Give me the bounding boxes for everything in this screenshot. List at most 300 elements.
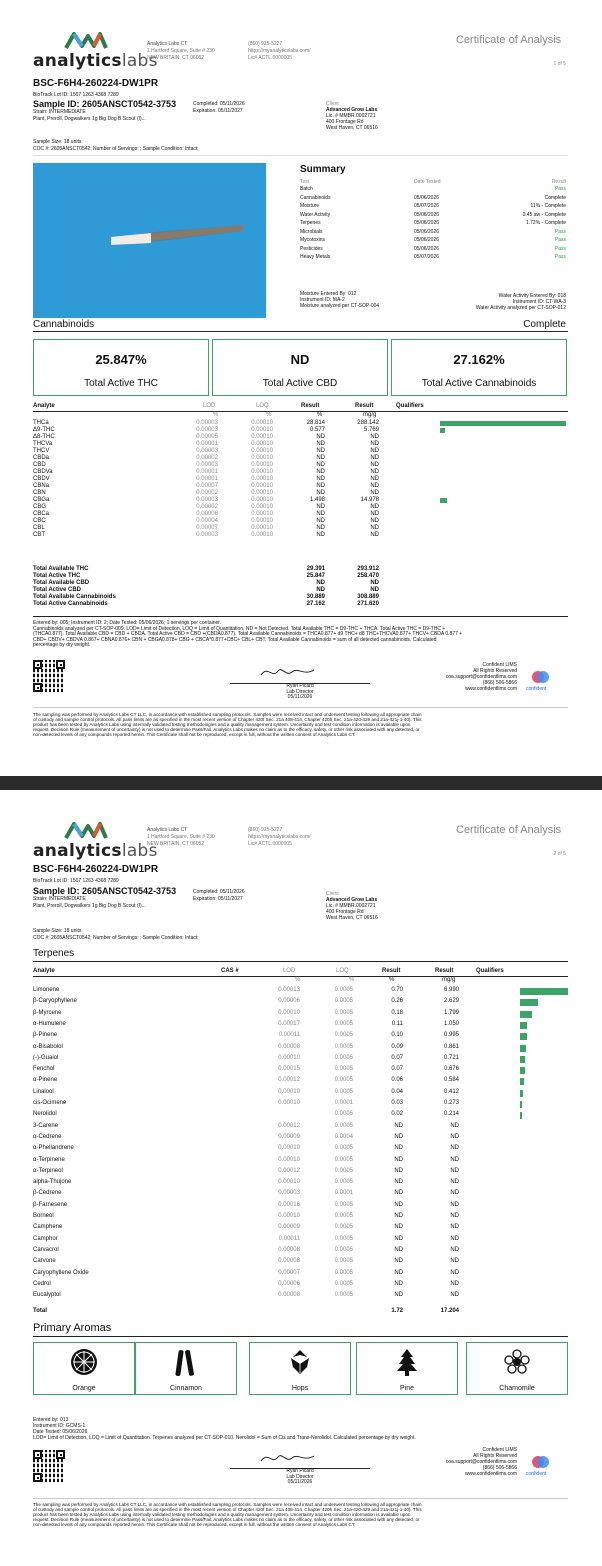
box-value: 27.162% (453, 352, 505, 367)
expiration-date: Expiration: 05/11/2027 (193, 108, 243, 114)
total-percent: 29.391 (306, 566, 325, 572)
result-mgg: ND (370, 511, 379, 517)
box-label: Total Active Cannabinoids (421, 378, 537, 389)
result-percent: ND (394, 1167, 403, 1174)
loq-value: 0.0005 (334, 1066, 353, 1073)
note-line: Cannabinoids analyzed per CT-SOP-009. LOD= Limit of Detection, LOQ = Limit of Quantitation, ND = Not Detected. Total Available THC = D9-THC + THCA. Total Active THC = D9-THC + (33, 625, 446, 632)
result-mgg: ND (370, 504, 379, 510)
analyte-name: CBCa (33, 511, 50, 517)
analyte-name: CBDV (33, 476, 50, 482)
result-mgg: 0.412 (443, 1088, 459, 1095)
table-row (33, 1168, 568, 1175)
result-mgg: ND (450, 1201, 459, 1208)
result-mgg: 0.676 (443, 1066, 459, 1073)
totals-row (33, 587, 568, 594)
result-percent: 1.498 (309, 497, 325, 503)
loq-value: 0.0001 (334, 1190, 353, 1197)
total-name: Total Active THC (33, 573, 81, 579)
summary-date: 05/06/2026 (414, 194, 440, 201)
loq-value: 0.00010 (251, 455, 273, 461)
lod-value: 0.00002 (196, 455, 218, 461)
bsc-id: BSC-F6H4-260224-DW1PR (33, 864, 159, 875)
analyte-name: THCVa (33, 441, 53, 447)
analyte-name: (-)-Guaiol (33, 1054, 59, 1061)
analyte-name: CBDVa (33, 469, 53, 475)
note-line: The sampling was performed by Analytics Labs CT LLC, in accordance with established sampling protocols. Samples were received intact and underwent testing following all appropriate chain (33, 1502, 422, 1507)
table-row (33, 483, 568, 490)
summary-test: Mycotoxins (300, 237, 326, 243)
biotrack-id: BioTrack Lot ID: 1507 1263 4368 7289 (33, 92, 119, 98)
table-row (33, 1270, 568, 1277)
analyte-name: β-Farnesene (33, 1201, 68, 1208)
lod-value: 0.00003 (196, 462, 218, 468)
aroma-label: Cinnamon (170, 1385, 202, 1392)
lod-value: 0.00003 (278, 1190, 300, 1197)
table-row (33, 1021, 568, 1028)
analyte-name: cis-Ocimene (33, 1100, 67, 1106)
loq-value: 0.00010 (251, 511, 273, 517)
lod-value: 0.00008 (278, 1292, 300, 1299)
total-percent: ND (316, 587, 325, 593)
table-row (33, 441, 568, 448)
note-line: The sampling was performed by Analytics Labs CT LLC, in accordance with established sampling protocols. Samples were received intact and underwent testing following all appropriate chain (33, 712, 422, 717)
note-line: non-detected levels of any compounds reported herein. This Certificate shall not be reproduced, except in full, without the written consent of Analytics Labs CT. (33, 732, 356, 737)
lod-value: 0.00010 (278, 1100, 300, 1106)
loq-value: 0.0005 (334, 1009, 353, 1016)
summary-result: Pass (554, 254, 566, 260)
table-row (33, 1224, 568, 1231)
result-mgg: ND (450, 1167, 459, 1174)
table-row (33, 476, 568, 483)
result-mgg: ND (370, 490, 379, 496)
note-line: Instrument ID: GCMS-1 (33, 1423, 86, 1429)
table-row (33, 1190, 568, 1197)
result-percent: ND (394, 1133, 403, 1140)
lod-value: 0.00012 (278, 1167, 300, 1174)
result-mgg: 0.214 (443, 1111, 459, 1118)
page-separator (0, 776, 602, 790)
sample-size: Sample Size: 18 units (33, 928, 82, 934)
summary-title: Summary (300, 164, 346, 175)
analyte-name: Carvone (33, 1258, 56, 1265)
product-desc: Plant, Preroll, Dogwalkers 1g Big Dog B Scout (I)... (33, 116, 146, 122)
table-row (33, 525, 568, 532)
table-row (33, 490, 568, 497)
loq-value: 0.0005 (334, 1224, 353, 1231)
note-line: CBD+ CBDV+ CBDVA 0.867+ CBNA0.876+ CBN + CBGA0.878+ CBG + CBCA*0.877+CBC+ CBL+ CBT. Total Available Cannabinoids = sum of all detected cannabinoids. Calculated (33, 636, 437, 643)
lod-value: 0.00001 (196, 469, 218, 475)
qualifier-bar (520, 1022, 527, 1029)
loq-value: 0.00010 (251, 518, 273, 524)
qualifier-bar (440, 428, 445, 433)
lod-value: 0.00008 (278, 1246, 300, 1253)
terpene-notes (33, 1417, 568, 1441)
lod-value: 0.00003 (196, 420, 218, 426)
table-row (33, 434, 568, 441)
lod-value: 0.00003 (196, 532, 218, 538)
biotrack-id: BioTrack Lot ID: 1507 1263 4368 7289 (33, 878, 119, 884)
total-mgg: 293.912 (357, 566, 379, 572)
result-percent: ND (394, 1201, 403, 1208)
analyte-name: β-Caryophyllene (33, 998, 77, 1005)
result-percent: ND (316, 434, 325, 440)
result-percent: ND (316, 518, 325, 524)
table-row (33, 1044, 568, 1051)
table-row (33, 462, 568, 469)
lod-value: 0.00008 (278, 1258, 300, 1265)
loq-value: 0.0005 (334, 1280, 353, 1287)
result-percent: ND (316, 532, 325, 538)
result-percent: ND (316, 441, 325, 447)
box-label: Total Active CBD (262, 378, 338, 389)
loq-value: 0.00010 (251, 441, 273, 447)
qualifier-bar (520, 999, 538, 1006)
result-mgg: ND (450, 1122, 459, 1129)
summary-test: Pesticides (300, 245, 323, 252)
note-line: product has been tested by Analytics Labs using internally validated testing methodologies and a quality management system. Uncertainty and test condition information is available upon (33, 1512, 411, 1517)
table-row (33, 1157, 568, 1164)
result-percent: ND (394, 1145, 403, 1152)
analyte-name: CBC (33, 518, 46, 524)
lod-value: 0.00010 (278, 1054, 300, 1061)
bsc-id: BSC-F6H4-260224-DW1PR (33, 78, 159, 89)
coa-page-1 (0, 0, 602, 776)
result-percent: ND (394, 1156, 403, 1163)
result-percent: 0.70 (391, 987, 403, 993)
table-row (33, 469, 568, 476)
note-line: LOD= Limit of Detection, LOQ = Limit of Quantitation. Terpenes analyzed per CT-SOP-010. Nerolidol = Sum of Cis and Trans-Nerolidol. Calculated percentage by dry weight. (33, 1435, 416, 1441)
lod-value: 0.00008 (278, 1043, 300, 1050)
loq-value: 0.0005 (334, 1269, 353, 1276)
result-percent: 0.07 (391, 1066, 403, 1073)
table-row (33, 455, 568, 462)
hops-icon (285, 1347, 315, 1377)
total-percent: ND (316, 580, 325, 586)
result-percent: ND (316, 483, 325, 489)
table-row (33, 1258, 568, 1265)
table-row (33, 1100, 568, 1107)
result-mgg: 2.629 (443, 998, 459, 1005)
client-block: Client Advanced Grow Labs Lic. # MMBR.0002721 400 Frontage Rd West Haven, CT 06516 (326, 891, 378, 921)
result-mgg: ND (450, 1224, 459, 1231)
result-mgg: 14.978 (360, 497, 379, 503)
analytics-labs-logo-icon (64, 820, 108, 840)
lod-value: 0.00007 (278, 1269, 300, 1276)
signature-icon (258, 663, 318, 681)
loq-value: 0.00010 (251, 448, 273, 454)
result-percent: ND (316, 448, 325, 454)
summary-result: 11% - Complete (530, 203, 566, 209)
analyte-name: Limonene (33, 987, 60, 993)
result-percent: ND (394, 1235, 403, 1242)
result-mgg: ND (370, 448, 379, 454)
analyte-name: β-Cedrene (33, 1190, 62, 1197)
total-percent: 30.889 (306, 594, 325, 600)
total-mgg: 258.470 (357, 573, 379, 579)
result-mgg: ND (450, 1156, 459, 1163)
strain: Strain: INTERMEDIATE (33, 109, 86, 115)
total-active-cannabinoids-box (391, 339, 567, 396)
analyte-name: CBNa (33, 483, 50, 489)
summary-date: 05/07/2026 (414, 203, 440, 209)
loq-value: 0.0005 (334, 1156, 353, 1163)
sample-size: Sample Size: 18 units (33, 139, 82, 145)
loq-value: 0.0004 (334, 1133, 353, 1140)
loq-value: 0.0005 (334, 1201, 353, 1208)
aroma-box-pine (356, 1342, 458, 1395)
analyte-name: THCV (33, 448, 50, 454)
lod-value: 0.00016 (278, 1201, 300, 1208)
totals-row (33, 594, 568, 601)
result-mgg: 288.142 (357, 420, 379, 426)
totals-row (33, 566, 568, 573)
lod-value: 0.00015 (278, 1066, 300, 1073)
analyte-name: α-Terpinene (33, 1156, 65, 1163)
analyte-name: CBL (33, 525, 45, 531)
lod-value: 0.00012 (278, 1122, 300, 1129)
coa-page-2 (0, 790, 602, 1566)
qualifier-bar (440, 421, 566, 426)
summary-date: 05/07/2026 (414, 254, 440, 260)
result-mgg: ND (450, 1235, 459, 1242)
aroma-box-chamomile (466, 1342, 568, 1395)
strain: Strain: INTERMEDIATE (33, 896, 86, 902)
loq-value: 0.0005 (334, 998, 353, 1005)
result-mgg: 1.050 (443, 1020, 459, 1027)
totals-row (33, 580, 568, 587)
loq-value: 0.00010 (251, 490, 273, 496)
lod-value: 0.00007 (196, 483, 218, 489)
summary-date: 05/06/2026 (414, 237, 440, 243)
result-mgg: 0.584 (443, 1077, 459, 1084)
total-active-thc-box (33, 339, 209, 396)
aroma-box-orange (33, 1342, 135, 1395)
lod-value: 0.00011 (278, 1032, 300, 1039)
box-label: Total Active THC (84, 378, 158, 389)
result-percent: 0.04 (391, 1088, 403, 1095)
result-mgg: ND (450, 1269, 459, 1276)
cinnamon-icon (171, 1347, 201, 1377)
analyte-name: Cedrol (33, 1280, 51, 1287)
qualifier-bar (520, 1045, 526, 1052)
analyte-name: 3-Carene (33, 1122, 59, 1129)
loq-value: 0.00010 (251, 483, 273, 489)
lab-contact: (860) 925-5227 https://myanalyticslabs.com/ Lic# ACTL.0000005 (248, 41, 311, 61)
confident-wordmark: confident (526, 686, 547, 692)
result-percent: ND (316, 469, 325, 475)
divider (33, 155, 568, 156)
result-mgg: 0.995 (443, 1032, 459, 1039)
aroma-label: Orange (72, 1385, 96, 1392)
result-mgg: ND (450, 1258, 459, 1265)
note-line: Entered by: 005; Instrument ID: 2; Date Tested: 05/06/2026; 1 servings per container. (33, 620, 222, 626)
divider (33, 961, 568, 962)
lod-value: 0.00010 (278, 1009, 300, 1016)
loq-value: 0.0005 (334, 987, 353, 993)
table-row (33, 518, 568, 525)
cannabinoid-units-row: % % % mg/g (213, 412, 377, 418)
box-value: 25.847% (95, 352, 147, 367)
analytics-labs-logo-icon (64, 30, 108, 50)
lod-value: 0.00010 (278, 1088, 300, 1095)
result-percent: ND (316, 462, 325, 468)
loq-value: 0.0005 (334, 1145, 353, 1152)
loq-value: 0.00010 (251, 525, 273, 531)
loq-value: 0.00010 (251, 532, 273, 538)
table-row (33, 427, 568, 434)
table-row (33, 1077, 568, 1084)
analyte-name: Borneol (33, 1213, 54, 1219)
result-percent: ND (394, 1269, 403, 1276)
lod-value: 0.00012 (278, 1077, 300, 1084)
lod-value: 0.00006 (278, 1280, 300, 1287)
result-mgg: ND (370, 525, 379, 531)
analyte-name: Caryophyllene Oxide (33, 1269, 89, 1276)
client-block: Client Advanced Grow Labs Lic. # MMBR.0002721 400 Frontage Rd West Haven, CT 06516 (326, 101, 378, 131)
result-percent: ND (316, 525, 325, 531)
table-row (33, 1145, 568, 1152)
result-percent: 0.02 (391, 1111, 403, 1118)
divider (33, 1336, 568, 1337)
loq-value: 0.0005 (334, 1167, 353, 1174)
summary-col-result: Result (551, 179, 566, 185)
aroma-label: Hops (291, 1385, 309, 1392)
lod-value: 0.00003 (196, 427, 218, 433)
total-name: Total Active CBD (33, 587, 82, 593)
loq-value: 0.00010 (251, 420, 273, 426)
confident-logo-icon (531, 1453, 551, 1471)
summary-test: Cannabinoids (300, 194, 331, 201)
total-name: Total Available THC (33, 566, 89, 572)
result-percent: ND (394, 1292, 403, 1299)
lims-info: Confident LIMS All Rights Reserved coa.support@confidentlims.com (866) 506-5866 www.confidentlims.com (445, 1447, 517, 1477)
table-row (33, 1179, 568, 1186)
result-percent: ND (394, 1224, 403, 1231)
chamomile-icon (502, 1347, 532, 1377)
lod-value: 0.00007 (196, 525, 218, 531)
analyte-name: Δ8-THC (33, 434, 55, 440)
loq-value: 0.00010 (251, 504, 273, 510)
loq-value: 0.0005 (334, 1043, 353, 1050)
result-mgg: ND (370, 518, 379, 524)
analyte-name: α-Humulene (33, 1020, 66, 1027)
table-row (33, 998, 568, 1005)
completed-date: Completed: 05/11/2026 (193, 889, 245, 895)
summary-test: Moisture (300, 203, 320, 209)
analyte-name: Δ9-THC (33, 427, 55, 433)
note-line: Date Tested: 05/06/2026 (33, 1429, 88, 1435)
divider (33, 707, 568, 708)
result-mgg: ND (450, 1133, 459, 1140)
loq-value: 0.00010 (251, 476, 273, 482)
qr-code-icon[interactable] (33, 660, 65, 692)
summary-date: 05/06/2026 (414, 228, 440, 235)
sample-id: Sample ID: 2605ANSCT0542-3753 (33, 886, 177, 896)
result-mgg: 0.861 (443, 1043, 459, 1050)
table-row (33, 1134, 568, 1141)
result-mgg: ND (450, 1246, 459, 1253)
total-mgg: ND (370, 580, 379, 586)
table-row (33, 504, 568, 511)
result-percent: 0.577 (309, 427, 325, 433)
loq-value: 0.0005 (334, 1088, 353, 1095)
summary-result: 1.72% - Complete (525, 220, 566, 226)
result-percent: ND (394, 1258, 403, 1265)
total-percent: 27.162 (306, 601, 325, 607)
summary-test: Batch (300, 186, 313, 192)
analyte-name: CBT (33, 532, 45, 538)
result-mgg: 0.273 (443, 1100, 459, 1106)
qualifier-bar (520, 988, 568, 995)
note-line: Entered by: 013 (33, 1417, 69, 1423)
analyte-name: Carvacrol (33, 1246, 59, 1253)
total-mgg: ND (370, 587, 379, 593)
loq-value: 0.0001 (334, 1100, 353, 1106)
result-percent: ND (394, 1280, 403, 1287)
result-mgg: 0.721 (443, 1054, 459, 1061)
summary-test: Microbials (300, 228, 323, 235)
confident-logo-icon (531, 668, 551, 686)
terpenes-title: Terpenes (33, 948, 75, 959)
divider (33, 331, 568, 332)
qualifier-bar (520, 1112, 522, 1119)
table-row (33, 987, 568, 994)
aroma-box-hops (249, 1342, 351, 1395)
page-number: 2 of 5 (553, 851, 566, 857)
total-percent: 25.847 (306, 573, 325, 579)
loq-value: 0.0005 (334, 1292, 353, 1299)
cannabinoid-notes (33, 621, 568, 649)
summary-result: Pass (554, 237, 566, 243)
result-percent: 0.06 (391, 1077, 403, 1084)
coc-line: COC #: 2605ANSCT0542; Number of Servings: ; Sample Condition: Intact; (33, 146, 199, 152)
result-mgg: ND (370, 483, 379, 489)
sample-id: Sample ID: 2605ANSCT0542-3753 (33, 99, 177, 109)
cannabinoid-table-header: Analyte LOD LOQ Result Result Qualifiers (33, 403, 424, 409)
total-mgg: 271.620 (357, 601, 379, 607)
loq-value: 0.0005 (334, 1077, 353, 1084)
moisture-info: Moisture Entered By: 012 Instrument ID: MA-2 Moisture analyzed per CT-SOP-004 (300, 291, 380, 309)
result-mgg: ND (450, 1280, 459, 1287)
loq-value: 0.0005 (334, 1111, 353, 1118)
cannabinoids-status: Complete (523, 319, 566, 330)
loq-value: 0.0005 (334, 1032, 353, 1039)
analyte-name: α-Phellandrene (33, 1145, 74, 1152)
total-name: Total Available CBD (33, 580, 90, 586)
qualifier-bar (520, 1078, 524, 1085)
lab-contact: (860) 925-5227 https://myanalyticslabs.com/ Lic# ACTL.0000005 (248, 827, 311, 847)
loq-value: 0.0005 (334, 1258, 353, 1265)
result-percent: ND (394, 1190, 403, 1197)
result-percent: ND (394, 1122, 403, 1129)
note-line: request. Decision Rule (measurement of uncertainty) is not used to determine Pass/Fail. Analytics Labs makes no claim as to the efficacy, safety, or other risk associated with any detected, or (33, 1517, 420, 1522)
result-percent: 0.18 (391, 1009, 403, 1016)
result-mgg: ND (450, 1213, 459, 1219)
summary-date: 05/06/2026 (414, 245, 440, 252)
aroma-box-cinnamon (135, 1342, 237, 1395)
analyte-name: CBD (33, 462, 46, 468)
result-percent: ND (316, 455, 325, 461)
loq-value: 0.00010 (251, 469, 273, 475)
lod-value: 0.00017 (278, 1020, 300, 1027)
summary-date: 05/06/2026 (414, 220, 440, 226)
loq-value: 0.00010 (251, 497, 273, 503)
table-row (33, 532, 568, 539)
qr-code-icon[interactable] (33, 1450, 65, 1482)
lod-value: 0.00002 (196, 490, 218, 496)
lod-value: 0.00002 (196, 504, 218, 510)
lod-value: 0.00009 (278, 1224, 300, 1231)
